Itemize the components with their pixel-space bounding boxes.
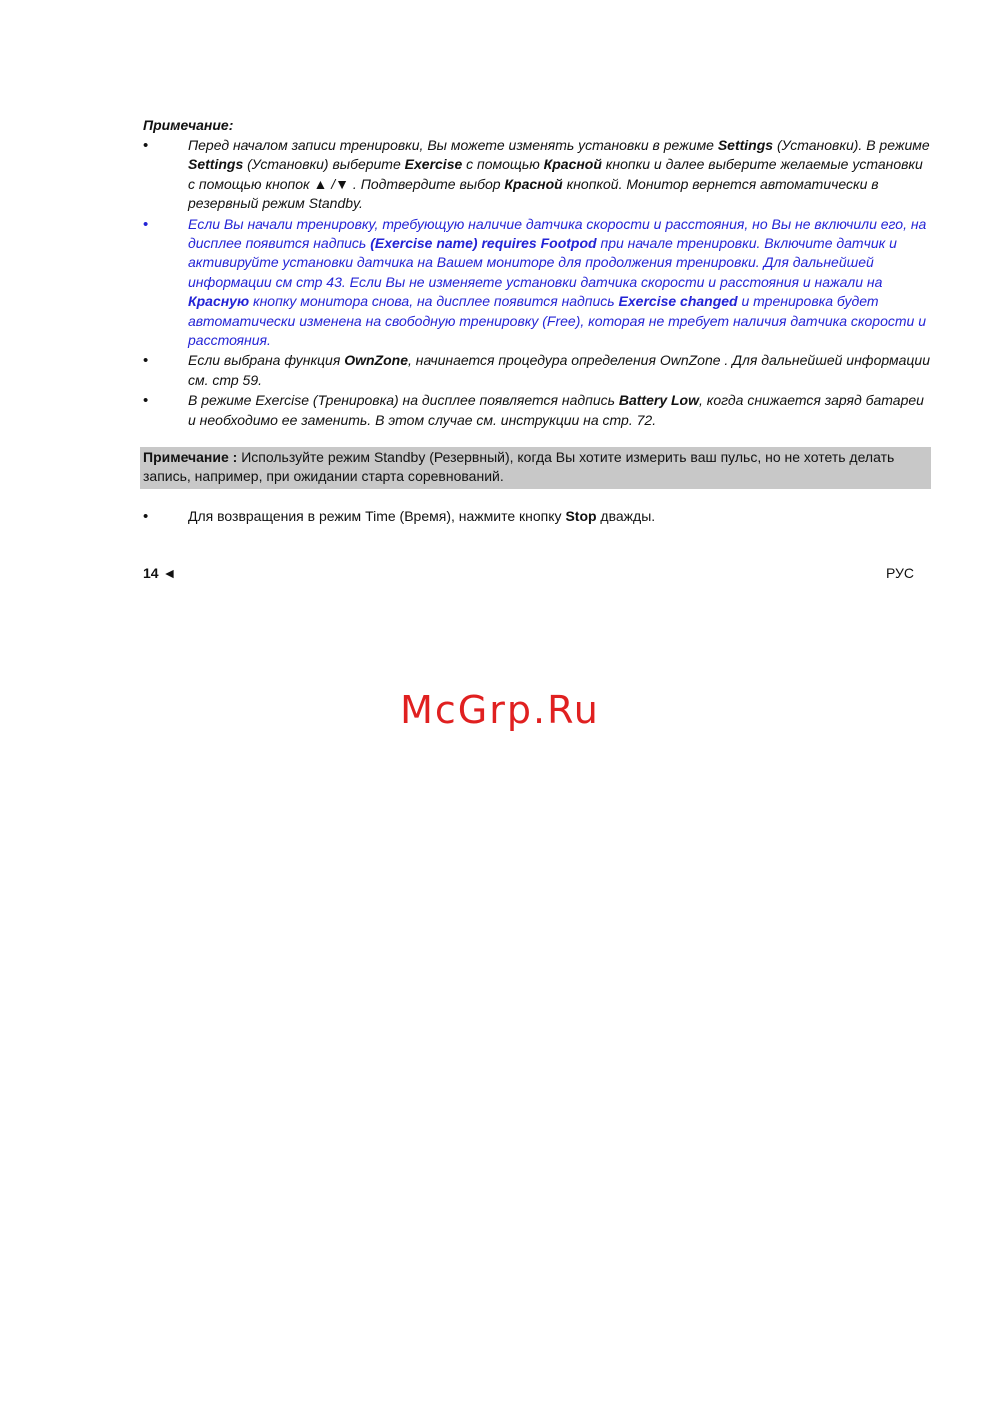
list-item <box>143 215 933 351</box>
bold-term: Exercise <box>404 156 463 173</box>
bullet-text: с помощью <box>462 156 544 173</box>
standby-note-text: Используйте режим Standby (Резервный), когда Вы хотите измерить ваш пульс, но не хотеть делать запись, например, при ожидании старта соревнований. <box>143 449 895 485</box>
bold-term: Settings <box>188 156 244 173</box>
watermark-logo: McGrp.Ru <box>400 688 600 732</box>
standby-note-label: Примечание : <box>143 449 238 465</box>
bold-term: Красной <box>504 175 563 192</box>
return-text-end: дважды. <box>596 508 656 524</box>
bullet-dot: • <box>143 352 149 370</box>
bullet-text: (Установки) выберите <box>243 156 405 173</box>
standby-note-box <box>140 447 931 489</box>
bullet-text: Перед началом записи тренировки, Вы можете изменять установки в режиме <box>188 137 718 153</box>
bullet-text: , когда снижается заряд батареи и необходимо ее заменить. В этом случае см. инструкции на стр. 72. <box>188 392 924 428</box>
bold-term: Settings <box>717 137 774 153</box>
bold-term: Exercise changed <box>618 293 738 310</box>
bullet-text: и тренировка будет автоматически изменена на свободную тренировку (Free), которая не требует наличия датчика скорости и расстояния. <box>188 293 926 349</box>
bullet-dot: • <box>143 392 149 410</box>
bold-term: OwnZone <box>344 352 408 369</box>
bold-term: (Exercise name) requires Footpod <box>370 235 597 252</box>
language-label: РУС <box>886 565 915 581</box>
list-item <box>143 136 933 214</box>
list-item <box>143 391 933 430</box>
note-bullet-list <box>143 136 933 431</box>
bullet-text: Если выбрана функция <box>188 352 345 369</box>
stop-button-label: Stop <box>565 508 597 524</box>
bullet-dot: • <box>143 508 149 525</box>
bullet-text: кнопки и далее выберите желаемые установки с помощью кнопок ▲ /▼ . Подтвердите выбор <box>188 156 923 192</box>
bold-term: Красную <box>188 293 250 310</box>
bullet-text: , начинается процедура определения OwnZone . Для дальнейшей информации см. стр 59. <box>188 352 931 388</box>
note-title: Примечание: <box>143 117 234 133</box>
bullet-text: кнопку монитора снова, на дисплее появится надпись <box>249 293 619 310</box>
bullet-text: при начале тренировки. Включите датчик и активируйте установки датчика на Вашем мониторе для продолжения тренировки. Для дальнейшей информации см стр 43. Если Вы не изменяете установки датчика скорости и расстояния и нажали на <box>188 235 897 290</box>
return-time-instruction <box>143 507 933 527</box>
list-item <box>143 351 933 390</box>
page-number: 14 ◄ <box>143 565 177 581</box>
list-item <box>143 507 933 526</box>
return-text-start: Для возвращения в режим Time (Время), нажмите кнопку <box>188 508 566 524</box>
bullet-dot: • <box>143 215 149 233</box>
bold-term: Красной <box>543 156 602 173</box>
bullet-text: (Установки). В режиме <box>773 137 930 153</box>
bullet-text: кнопкой. Монитор вернется автоматически в резервный режим Standby. <box>188 175 879 212</box>
bullet-text: Если Вы начали тренировку, требующую наличие датчика скорости и расстояния, но Вы не включили его, на дисплее появится надпись <box>188 215 927 252</box>
bullet-dot: • <box>143 137 149 154</box>
bold-term: Battery Low <box>618 392 699 409</box>
bullet-text: В режиме Exercise (Тренировка) на дисплее появляется надпись <box>188 392 619 409</box>
